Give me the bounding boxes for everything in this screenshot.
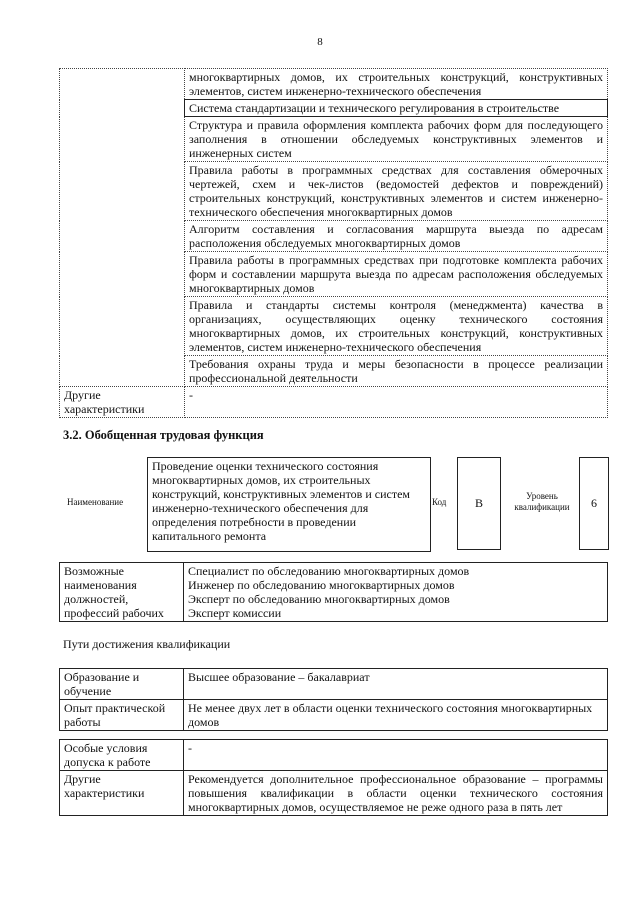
- admission-table: [59, 739, 608, 816]
- function-code-box: [457, 457, 501, 550]
- knowledge-item: Правила и стандарты системы контроля (менеджмента) качества в организациях, осуществляющих оценку технического состояния многоквартирных домов, их строительных конструкций, конструктивных элементов, систем инженерно-технического обеспечения: [185, 297, 608, 356]
- experience-label: Опыт практической работы: [60, 700, 184, 731]
- knowledge-item: Требования охраны труда и меры безопасности в процессе реализации профессиональной деятельности: [185, 356, 608, 387]
- section-heading: 3.2. Обобщенная трудовая функция: [63, 428, 264, 442]
- education-table: [59, 668, 608, 731]
- admission-label: Особые условия допуска к работе: [60, 740, 184, 771]
- function-code-value: B: [474, 496, 483, 510]
- knowledge-label-cell: [60, 69, 185, 387]
- education-value: Высшее образование – бакалавриат: [184, 669, 608, 700]
- knowledge-item: многоквартирных домов, их строительных конструкций, конструктивных элементов, систем инженерно-технического обеспечения: [185, 69, 608, 100]
- knowledge-item: Структура и правила оформления комплекта рабочих форм для последующего заполнения в отношении обследуемых конструктивных элементов и инженерных систем: [185, 117, 608, 162]
- experience-value: Не менее двух лет в области оценки технического состояния многоквартирных домов: [184, 700, 608, 731]
- other-characteristics-value: -: [185, 387, 608, 418]
- job-titles-label: Возможные наименования должностей, профессий рабочих: [60, 563, 184, 622]
- list-item: Эксперт по обследованию многоквартирных домов: [188, 592, 450, 606]
- qualification-level-box: [579, 457, 609, 550]
- job-titles-list: [184, 563, 608, 622]
- other-value: Рекомендуется дополнительное профессиональное образование – программы повышения квалификации в области оценки технического состояния многоквартирных домов, осуществляемое не реже одного раза в пять лет: [184, 771, 608, 816]
- qualification-level-label: Уровень квалификации: [514, 491, 570, 512]
- qualification-level-value: 6: [591, 496, 597, 510]
- knowledge-table: [59, 68, 608, 418]
- page-number: 8: [317, 36, 323, 48]
- knowledge-item: Система стандартизации и технического регулирования в строительстве: [185, 100, 608, 117]
- job-titles-table: [59, 562, 608, 622]
- education-label: Образование и обучение: [60, 669, 184, 700]
- list-item: Специалист по обследованию многоквартирных домов: [188, 564, 470, 578]
- admission-value: -: [184, 740, 608, 771]
- table-row: [60, 771, 608, 816]
- table-row: [60, 387, 608, 418]
- table-row: [60, 563, 608, 622]
- name-label: Наименование: [67, 497, 124, 507]
- list-item: Эксперт комиссии: [188, 606, 282, 620]
- knowledge-item: Правила работы в программных средствах для составления обмерочных чертежей, схем и чек-листов (ведомостей дефектов и повреждений) строительных конструкций, конструктивных элементов и систем инженерно-технического обеспечения многоквартирных домов: [185, 162, 608, 221]
- list-item: Инженер по обследованию многоквартирных домов: [188, 578, 455, 592]
- table-row: [60, 700, 608, 731]
- table-row: [60, 669, 608, 700]
- knowledge-item: Правила работы в программных средствах при подготовке комплекта рабочих форм и составлении маршрута выезда по адресам расположения обследуемых многоквартирных домов: [185, 252, 608, 297]
- table-row: [60, 69, 608, 100]
- other-label: Другие характеристики: [60, 771, 184, 816]
- qualification-paths-heading: Пути достижения квалификации: [63, 637, 231, 651]
- other-characteristics-label: Другие характеристики: [60, 387, 185, 418]
- function-name-box: Проведение оценки технического состояния многоквартирных домов, их строительных конструкций, конструктивных элементов и систем инженерно-технического обеспечения для определения потребности в проведении капитального ремонта: [147, 457, 431, 552]
- knowledge-item: Алгоритм составления и согласования маршрута выезда по адресам расположения обследуемых многоквартирных домов: [185, 221, 608, 252]
- code-label: Код: [432, 497, 447, 507]
- table-row: [60, 740, 608, 771]
